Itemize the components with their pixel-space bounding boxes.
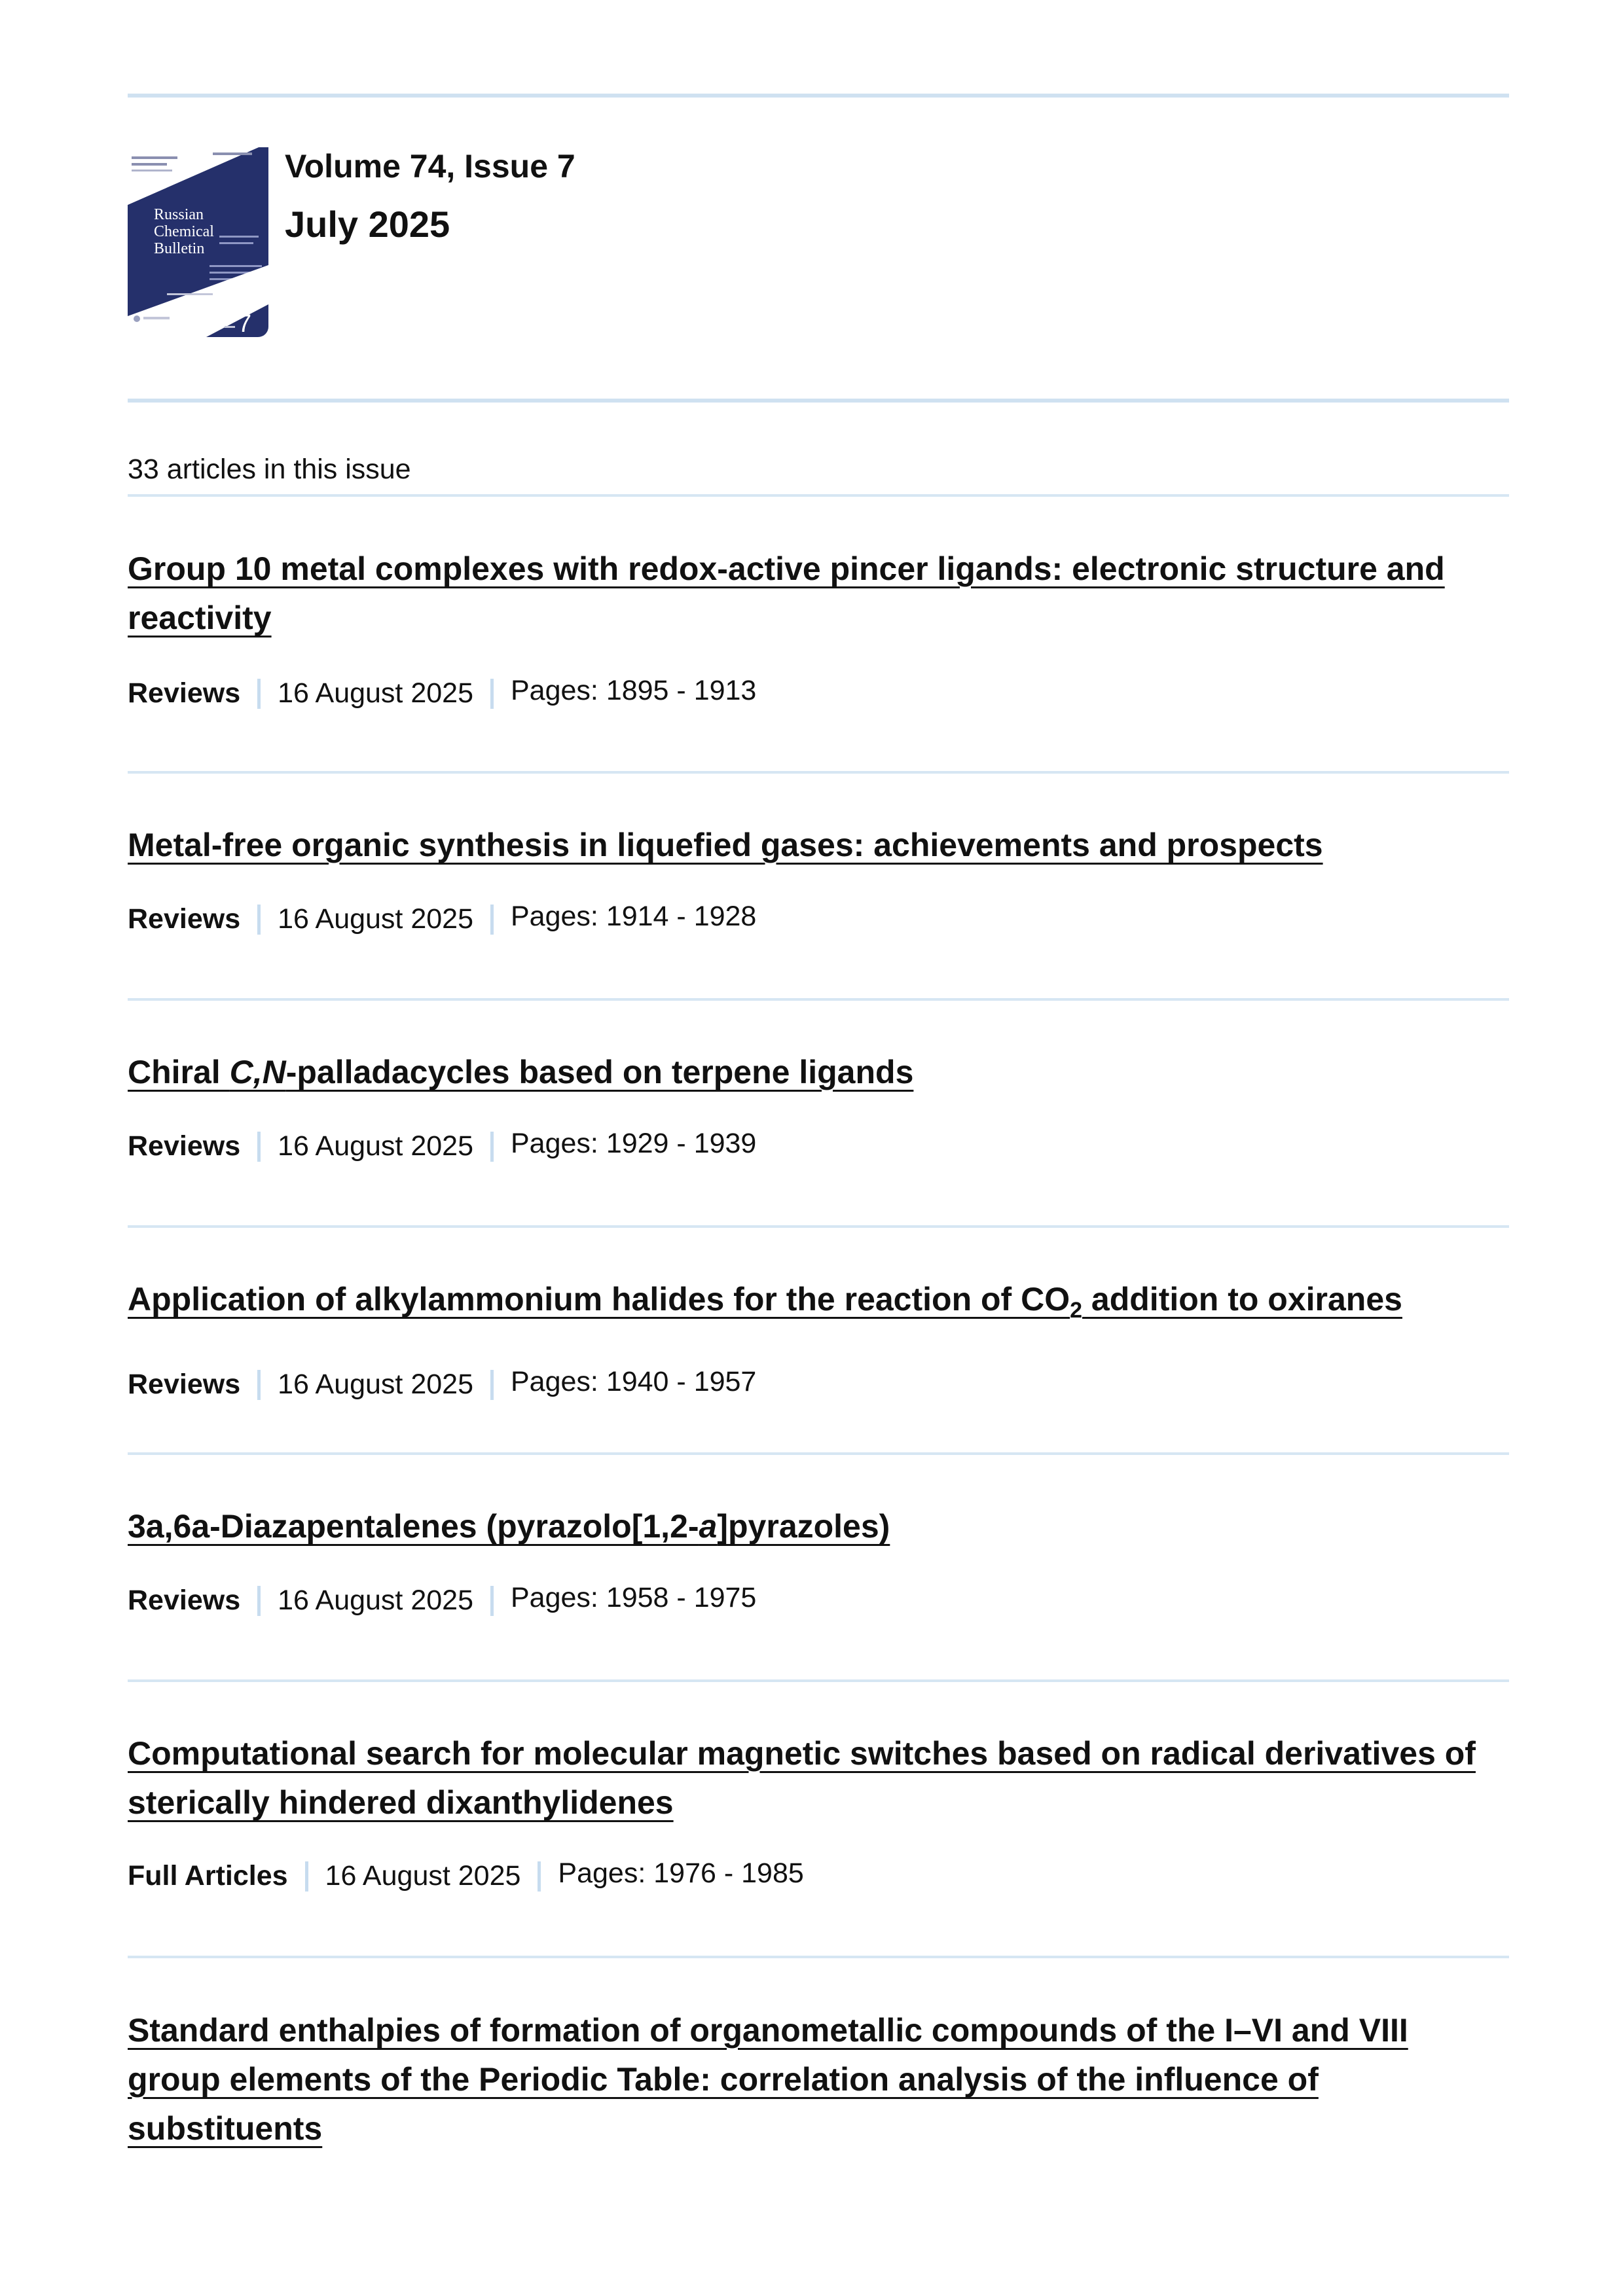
article-date: 16 August 2025 xyxy=(278,903,473,935)
article-date: 16 August 2025 xyxy=(278,1369,473,1401)
cover-title-line-3: Bulletin xyxy=(154,240,205,257)
article-type: Reviews xyxy=(128,903,241,935)
article-title-link[interactable]: Metal-free organic synthesis in liquefied gases: achievements and prospects xyxy=(128,827,1323,863)
journal-cover-image[interactable] xyxy=(128,147,268,337)
article-item xyxy=(128,2006,1509,2153)
article-type: Reviews xyxy=(128,1130,241,1162)
meta-separator xyxy=(257,1370,261,1400)
article-count: 33 articles in this issue xyxy=(128,454,411,485)
meta-separator xyxy=(490,905,494,935)
article-title-link[interactable]: Standard enthalpies of formation of organometallic compounds of the I–VI and VIII group elements of the Periodic Table: correlation analysis of the influence of substituents xyxy=(128,2012,1408,2147)
article-type: Reviews xyxy=(128,677,241,709)
article-pages: Pages: 1895 - 1913 xyxy=(511,675,757,707)
header-divider xyxy=(128,399,1509,403)
title-part: Application of alkylammonium halides for the reaction of CO xyxy=(128,1281,1070,1318)
article-meta xyxy=(128,1859,1509,1898)
article-title xyxy=(128,2006,1509,2153)
meta-separator xyxy=(257,1586,261,1616)
article-type: Reviews xyxy=(128,1369,241,1401)
article-meta xyxy=(128,902,1509,941)
article-item xyxy=(128,1502,1509,1623)
article-divider xyxy=(128,1452,1509,1455)
article-item xyxy=(128,1729,1509,1898)
article-item xyxy=(128,1275,1509,1407)
article-pages: Pages: 1940 - 1957 xyxy=(511,1366,757,1398)
article-pages: Pages: 1958 - 1975 xyxy=(511,1582,757,1614)
article-title-link[interactable]: Group 10 metal complexes with redox-active pincer ligands: electronic structure and reactivity xyxy=(128,550,1445,636)
title-part: -palladacycles based on terpene ligands xyxy=(285,1054,914,1090)
title-part: ]pyrazoles) xyxy=(717,1508,890,1545)
title-subscript: 2 xyxy=(1070,1298,1083,1323)
article-meta xyxy=(128,1129,1509,1168)
article-divider xyxy=(128,1225,1509,1228)
article-item xyxy=(128,821,1509,941)
article-title xyxy=(128,545,1509,643)
article-title xyxy=(128,1502,1509,1551)
article-date: 16 August 2025 xyxy=(278,1585,473,1617)
article-pages: Pages: 1914 - 1928 xyxy=(511,901,757,933)
article-item xyxy=(128,545,1509,715)
article-type: Full Articles xyxy=(128,1860,288,1892)
cover-title-line-1: Russian xyxy=(154,206,204,223)
meta-separator xyxy=(538,1861,541,1892)
top-divider xyxy=(128,94,1509,98)
cover-issue-number: 7 xyxy=(238,310,252,337)
title-part: addition to oxiranes xyxy=(1082,1281,1402,1318)
article-type: Reviews xyxy=(128,1585,241,1617)
article-meta xyxy=(128,1583,1509,1623)
article-title-link[interactable] xyxy=(128,1054,913,1090)
article-meta xyxy=(128,1367,1509,1407)
issue-volume: Volume 74, Issue 7 xyxy=(285,148,575,185)
issue-date: July 2025 xyxy=(285,204,450,245)
meta-separator xyxy=(257,1132,261,1162)
article-divider xyxy=(128,998,1509,1001)
meta-separator xyxy=(490,679,494,709)
article-date: 16 August 2025 xyxy=(278,677,473,709)
meta-separator xyxy=(305,1861,308,1892)
article-divider xyxy=(128,1679,1509,1682)
article-date: 16 August 2025 xyxy=(325,1860,521,1892)
article-pages: Pages: 1929 - 1939 xyxy=(511,1128,757,1160)
meta-separator xyxy=(490,1132,494,1162)
article-title-link[interactable] xyxy=(128,1508,890,1545)
article-title-link[interactable]: Computational search for molecular magnetic switches based on radical derivatives of sterically hindered dixanthylidenes xyxy=(128,1735,1476,1821)
article-title xyxy=(128,821,1509,870)
article-divider xyxy=(128,771,1509,774)
count-divider xyxy=(128,494,1509,497)
title-part: 3a,6a-Diazapentalenes (pyrazolo[1,2- xyxy=(128,1508,699,1545)
article-title xyxy=(128,1275,1509,1335)
article-item xyxy=(128,1048,1509,1168)
meta-separator xyxy=(490,1370,494,1400)
title-part: Chiral xyxy=(128,1054,230,1090)
meta-separator xyxy=(490,1586,494,1616)
article-meta xyxy=(128,676,1509,715)
meta-separator xyxy=(257,905,261,935)
meta-separator xyxy=(257,679,261,709)
article-title xyxy=(128,1048,1509,1097)
article-title-link[interactable] xyxy=(128,1281,1402,1323)
article-pages: Pages: 1976 - 1985 xyxy=(558,1857,804,1890)
cover-graphic xyxy=(128,147,268,337)
cover-title-line-2: Chemical xyxy=(154,223,214,240)
article-divider xyxy=(128,1956,1509,1958)
title-part-italic: a xyxy=(699,1508,718,1545)
article-date: 16 August 2025 xyxy=(278,1130,473,1162)
title-part-italic: C,N xyxy=(229,1054,286,1090)
article-title xyxy=(128,1729,1509,1827)
